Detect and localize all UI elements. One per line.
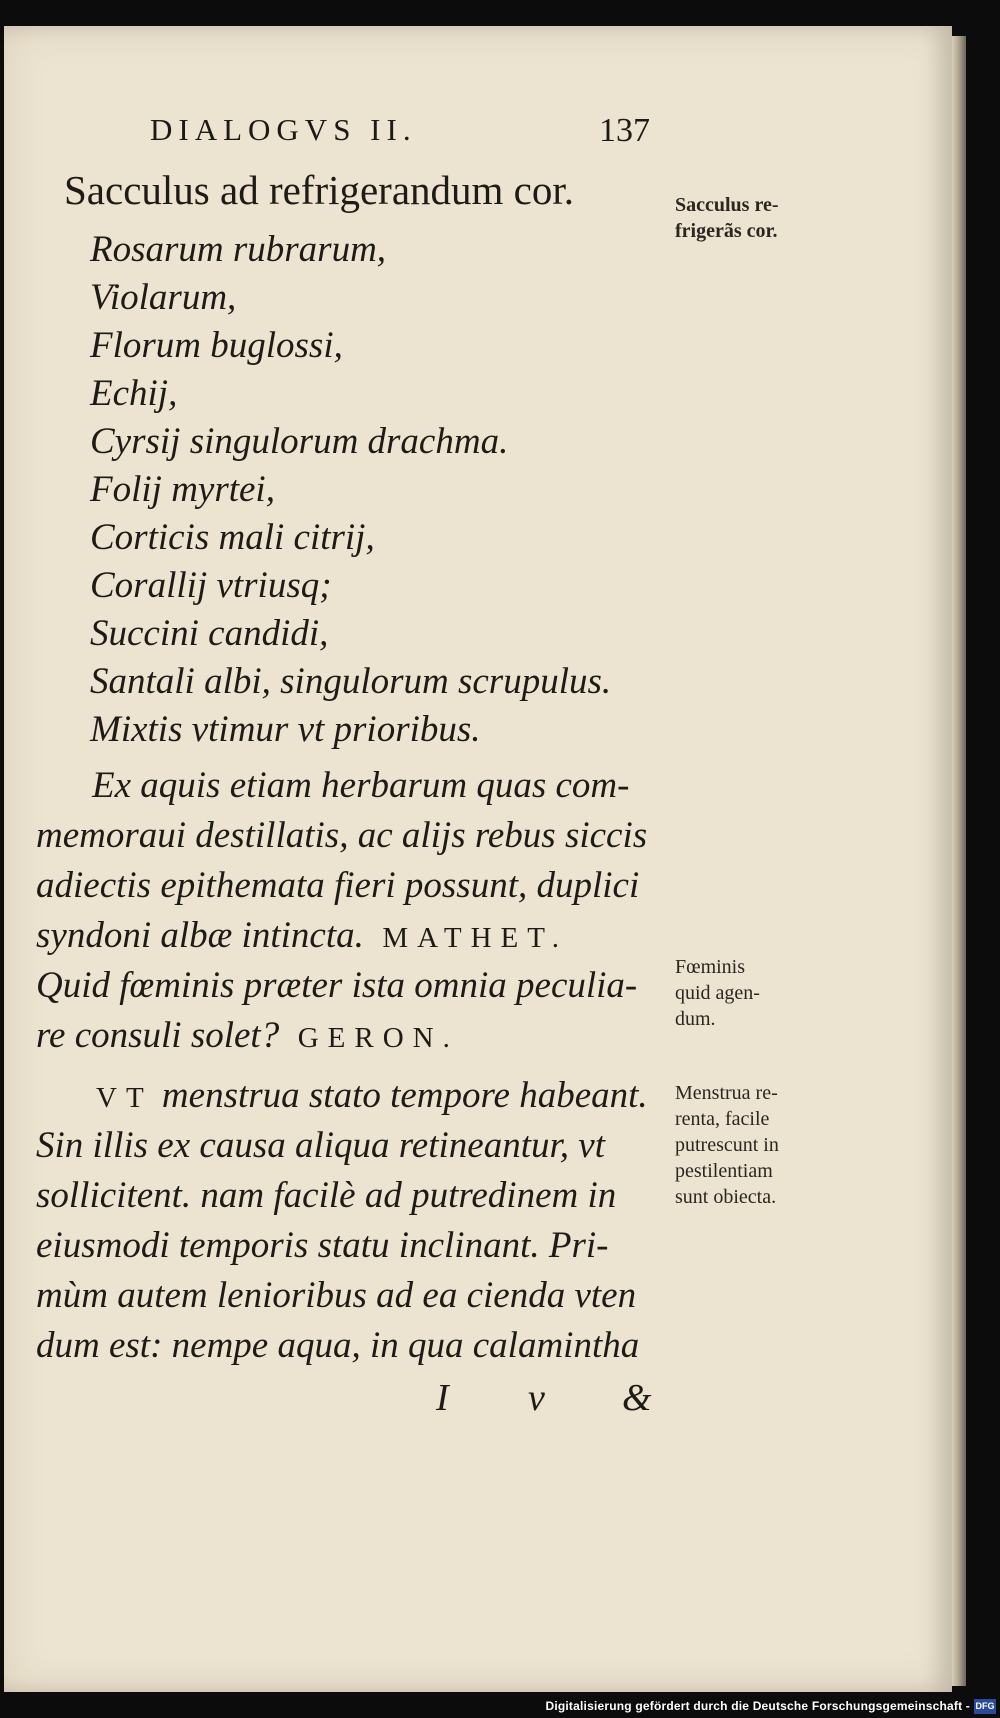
paragraph-text: syndoni albæ intincta. bbox=[36, 915, 364, 956]
marginal-note: Fœminis quid agen- dum. bbox=[675, 956, 760, 1030]
recipe-line: Mixtis vtimur vt prioribus. bbox=[90, 709, 481, 750]
paragraph-line: memoraui destillatis, ac alijs rebus siccis bbox=[36, 815, 648, 856]
paragraph-line: Quid fœminis præter ista omnia peculia- bbox=[36, 965, 638, 1006]
funding-credit: Digitalisierung gefördert durch die Deutsche Forschungsgemeinschaft - bbox=[545, 1699, 970, 1713]
recipe-line: Corticis mali citrij, bbox=[90, 517, 375, 558]
marginal-note: Menstrua re- renta, facile putrescunt in pestilentiam sunt obiecta. bbox=[675, 1082, 779, 1208]
paragraph-line: adiectis epithemata fieri possunt, duplici bbox=[36, 865, 640, 906]
recipe-line: Florum buglossi, bbox=[90, 325, 343, 366]
paragraph-line bbox=[36, 1014, 459, 1060]
recipe-line: Cyrsij singulorum drachma. bbox=[90, 421, 509, 462]
paragraph-text: re consuli solet? bbox=[36, 1015, 280, 1056]
page-number: 137 bbox=[599, 112, 650, 149]
initial-letters: VT bbox=[96, 1082, 153, 1114]
paragraph-line bbox=[36, 914, 568, 960]
recipe-line: Corallij vtriusq; bbox=[90, 565, 332, 606]
catchword: I bbox=[436, 1377, 449, 1419]
running-title: DIALOGVS II. bbox=[150, 112, 417, 147]
recipe-line: Succini candidi, bbox=[90, 613, 329, 654]
recipe-line: Santali albi, singulorum scrupulus. bbox=[90, 661, 612, 702]
dfg-logo-icon: DFG bbox=[974, 1699, 996, 1714]
paragraph-line: Sin illis ex causa aliqua retineantur, vt bbox=[36, 1125, 605, 1166]
recipe-line: Folij myrtei, bbox=[90, 469, 275, 510]
speaker-label: GERON. bbox=[297, 1022, 459, 1054]
paragraph-line: eiusmodi temporis statu inclinant. Pri- bbox=[36, 1225, 609, 1266]
recipe-line: Echij, bbox=[90, 373, 178, 414]
paragraph-line: dum est: nempe aqua, in qua calamintha bbox=[36, 1325, 640, 1366]
catchwords bbox=[436, 1376, 664, 1420]
catchword: v bbox=[528, 1377, 545, 1419]
paragraph-line: sollicitent. nam facilè ad putredinem in bbox=[36, 1175, 617, 1216]
paragraph-text: menstrua stato tempore habeant. bbox=[161, 1075, 648, 1116]
recipe-line: Violarum, bbox=[90, 277, 237, 318]
marginal-note: Sacculus re- frigerãs cor. bbox=[675, 194, 779, 242]
recipe-line: Rosarum rubrarum, bbox=[90, 229, 387, 270]
paragraph-line: Ex aquis etiam herbarum quas com- bbox=[92, 765, 630, 806]
footer-bar bbox=[0, 1696, 1000, 1718]
recipe-heading: Sacculus ad refrigerandum cor. bbox=[64, 167, 575, 213]
paragraph-line bbox=[96, 1074, 648, 1120]
speaker-label: MATHET. bbox=[382, 922, 569, 954]
catchword: & bbox=[622, 1377, 652, 1419]
paragraph-line: mùm autem lenioribus ad ea cienda vten bbox=[36, 1275, 637, 1316]
